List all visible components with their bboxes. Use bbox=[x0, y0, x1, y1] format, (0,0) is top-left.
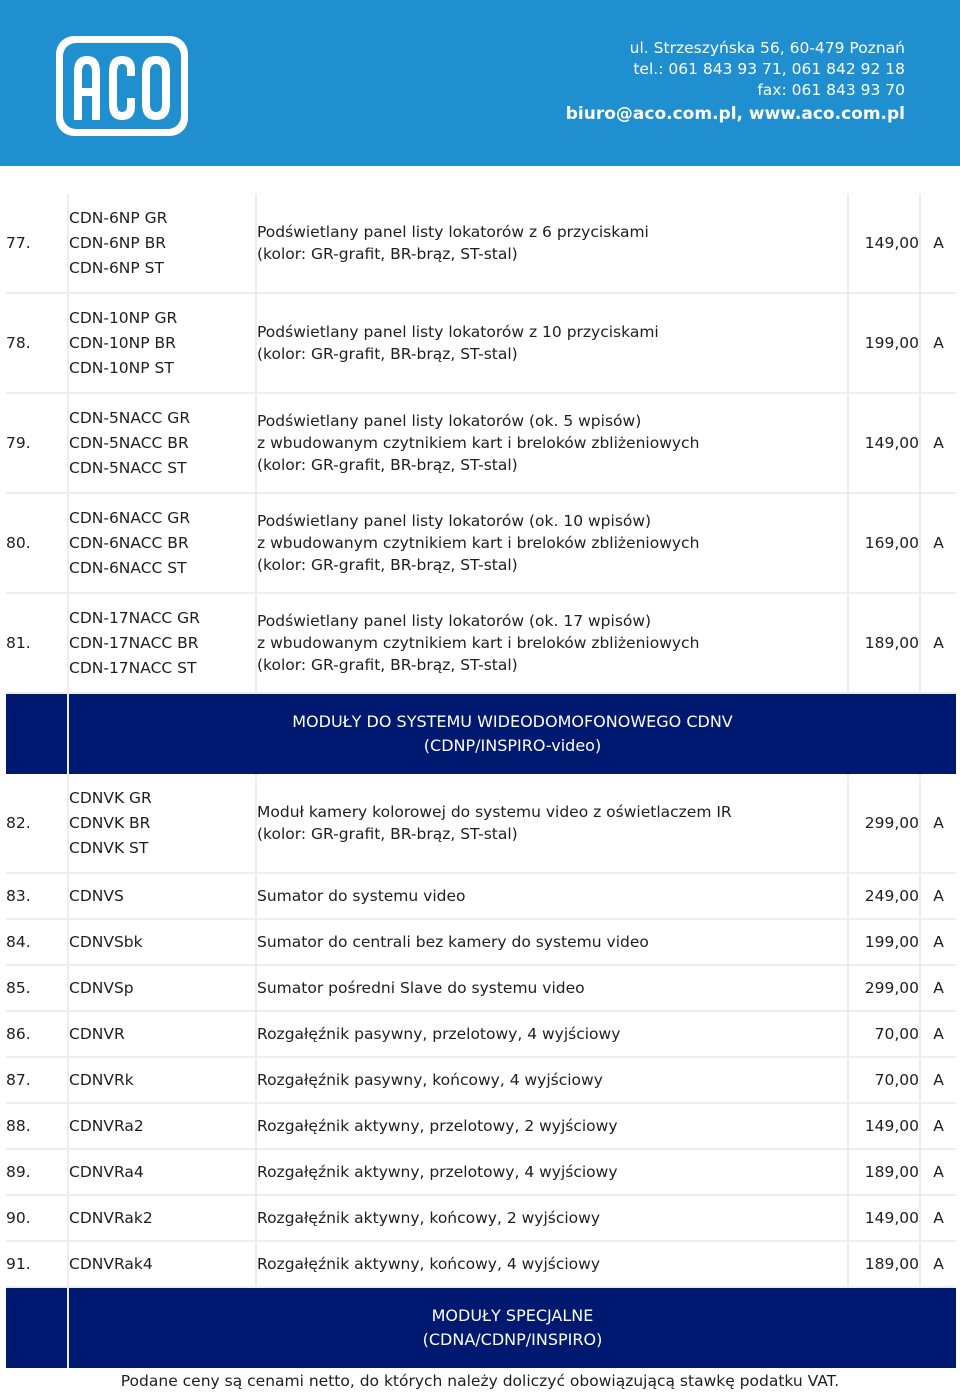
aco-logo bbox=[56, 36, 188, 136]
description-line: (kolor: GR-grafit, BR-brąz, ST-stal) bbox=[257, 345, 518, 363]
item-number: 87. bbox=[6, 1057, 68, 1103]
product-code: CDN-5NACC GR bbox=[69, 408, 191, 427]
description-line: Rozgałęźnik pasywny, przelotowy, 4 wyjściowy bbox=[257, 1025, 621, 1043]
product-code: CDN-5NACC ST bbox=[69, 458, 187, 477]
price: 199,00 bbox=[848, 293, 920, 393]
item-number: 83. bbox=[6, 873, 68, 919]
table-row bbox=[6, 593, 956, 693]
product-description bbox=[256, 1057, 848, 1103]
price-class: A bbox=[920, 1103, 956, 1149]
product-codes bbox=[68, 493, 256, 593]
address: ul. Strzeszyńska 56, 60-479 Poznań bbox=[629, 39, 905, 57]
price-class: A bbox=[920, 965, 956, 1011]
product-codes bbox=[68, 919, 256, 965]
price-class: A bbox=[920, 293, 956, 393]
table-row bbox=[6, 493, 956, 593]
description-line: Rozgałęźnik aktywny, przelotowy, 4 wyjściowy bbox=[257, 1163, 618, 1181]
product-code: CDNVRak2 bbox=[69, 1208, 153, 1227]
table-row bbox=[6, 774, 956, 873]
phone: tel.: 061 843 93 71, 061 842 92 18 bbox=[633, 60, 905, 78]
description-line: Rozgałęźnik aktywny, przelotowy, 2 wyjściowy bbox=[257, 1117, 618, 1135]
description-line: (kolor: GR-grafit, BR-brąz, ST-stal) bbox=[257, 456, 518, 474]
product-description bbox=[256, 1011, 848, 1057]
price: 299,00 bbox=[848, 965, 920, 1011]
price: 70,00 bbox=[848, 1057, 920, 1103]
product-code: CDN-17NACC ST bbox=[69, 658, 197, 677]
product-description bbox=[256, 1195, 848, 1241]
product-code: CDN-10NP BR bbox=[69, 333, 176, 352]
product-codes bbox=[68, 593, 256, 693]
product-description bbox=[256, 774, 848, 873]
description-line: Rozgałęźnik pasywny, końcowy, 4 wyjściowy bbox=[257, 1071, 603, 1089]
product-codes bbox=[68, 194, 256, 293]
table-row bbox=[6, 393, 956, 493]
price-class: A bbox=[920, 493, 956, 593]
price: 189,00 bbox=[848, 1149, 920, 1195]
product-code: CDN-6NP GR bbox=[69, 208, 168, 227]
product-code: CDN-6NP ST bbox=[69, 258, 164, 277]
item-number: 88. bbox=[6, 1103, 68, 1149]
section-subtitle: (CDNP/INSPIRO-video) bbox=[423, 736, 602, 755]
description-line: Podświetlany panel listy lokatorów z 10 przyciskami bbox=[257, 323, 659, 341]
price: 149,00 bbox=[848, 1195, 920, 1241]
product-code: CDNVRa2 bbox=[69, 1116, 144, 1135]
product-code: CDN-10NP GR bbox=[69, 308, 178, 327]
price: 189,00 bbox=[848, 1241, 920, 1287]
table-row bbox=[6, 194, 956, 293]
description-line: Rozgałęźnik aktywny, końcowy, 2 wyjściowy bbox=[257, 1209, 601, 1227]
item-number: 79. bbox=[6, 393, 68, 493]
product-codes bbox=[68, 965, 256, 1011]
product-code: CDN-17NACC GR bbox=[69, 608, 200, 627]
product-description bbox=[256, 1103, 848, 1149]
description-line: z wbudowanym czytnikiem kart i breloków zbliżeniowych bbox=[257, 434, 700, 452]
description-line: (kolor: GR-grafit, BR-brąz, ST-stal) bbox=[257, 245, 518, 263]
product-code: CDN-6NACC GR bbox=[69, 508, 191, 527]
product-code: CDN-5NACC BR bbox=[69, 433, 189, 452]
table-row bbox=[6, 1103, 956, 1149]
product-codes bbox=[68, 393, 256, 493]
section-title: MODUŁY SPECJALNE bbox=[431, 1306, 594, 1325]
description-line: (kolor: GR-grafit, BR-brąz, ST-stal) bbox=[257, 556, 518, 574]
table-row bbox=[6, 1011, 956, 1057]
product-description bbox=[256, 1241, 848, 1287]
product-description bbox=[256, 873, 848, 919]
product-codes bbox=[68, 873, 256, 919]
product-code: CDNVK BR bbox=[69, 813, 151, 832]
product-codes bbox=[68, 1195, 256, 1241]
page-header bbox=[0, 0, 960, 166]
item-number: 85. bbox=[6, 965, 68, 1011]
item-number: 90. bbox=[6, 1195, 68, 1241]
price-class: A bbox=[920, 1195, 956, 1241]
table-row bbox=[6, 1057, 956, 1103]
item-number: 91. bbox=[6, 1241, 68, 1287]
price: 189,00 bbox=[848, 593, 920, 693]
description-line: Podświetlany panel listy lokatorów (ok. 10 wpisów) bbox=[257, 512, 652, 530]
product-codes bbox=[68, 1057, 256, 1103]
price-class: A bbox=[920, 1011, 956, 1057]
price: 149,00 bbox=[848, 194, 920, 293]
description-line: Sumator do centrali bez kamery do systemu video bbox=[257, 933, 649, 951]
description-line: Sumator do systemu video bbox=[257, 887, 466, 905]
table-row bbox=[6, 965, 956, 1011]
table-row bbox=[6, 1149, 956, 1195]
product-code: CDN-10NP ST bbox=[69, 358, 174, 377]
price-class: A bbox=[920, 1057, 956, 1103]
vat-note: Podane ceny są cenami netto, do których należy doliczyć obowiązującą stawkę podatku VAT. bbox=[120, 1372, 840, 1390]
item-number: 86. bbox=[6, 1011, 68, 1057]
price-class: A bbox=[920, 873, 956, 919]
price: 199,00 bbox=[848, 919, 920, 965]
section-header-special bbox=[6, 1287, 956, 1368]
product-code: CDNVRa4 bbox=[69, 1162, 144, 1181]
fax: fax: 061 843 93 70 bbox=[757, 81, 905, 99]
price-class: A bbox=[920, 1149, 956, 1195]
price: 70,00 bbox=[848, 1011, 920, 1057]
item-number: 81. bbox=[6, 593, 68, 693]
product-code: CDNVK GR bbox=[69, 788, 152, 807]
product-description bbox=[256, 393, 848, 493]
price: 169,00 bbox=[848, 493, 920, 593]
product-code: CDNVK ST bbox=[69, 838, 149, 857]
description-line: z wbudowanym czytnikiem kart i breloków zbliżeniowych bbox=[257, 534, 700, 552]
product-description bbox=[256, 194, 848, 293]
table-row bbox=[6, 293, 956, 393]
item-number: 80. bbox=[6, 493, 68, 593]
product-code: CDN-6NP BR bbox=[69, 233, 167, 252]
item-number: 78. bbox=[6, 293, 68, 393]
product-code: CDNVSp bbox=[69, 978, 134, 997]
product-code: CDNVS bbox=[69, 886, 124, 905]
price-class: A bbox=[920, 593, 956, 693]
table-row bbox=[6, 919, 956, 965]
section-title: MODUŁY DO SYSTEMU WIDEODOMOFONOWEGO CDNV bbox=[292, 712, 733, 731]
product-code: CDNVRk bbox=[69, 1070, 134, 1089]
product-description bbox=[256, 965, 848, 1011]
price-class: A bbox=[920, 919, 956, 965]
description-line: Moduł kamery kolorowej do systemu video z oświetlaczem IR bbox=[257, 803, 732, 821]
item-number: 77. bbox=[6, 194, 68, 293]
product-codes bbox=[68, 1149, 256, 1195]
product-description bbox=[256, 593, 848, 693]
description-line: (kolor: GR-grafit, BR-brąz, ST-stal) bbox=[257, 825, 518, 843]
description-line: Podświetlany panel listy lokatorów (ok. 17 wpisów) bbox=[257, 612, 652, 630]
product-code: CDNVRak4 bbox=[69, 1254, 153, 1273]
product-code: CDNVR bbox=[69, 1024, 125, 1043]
price: 299,00 bbox=[848, 774, 920, 873]
contact-block bbox=[566, 38, 905, 127]
product-code: CDN-6NACC BR bbox=[69, 533, 189, 552]
description-line: Podświetlany panel listy lokatorów z 6 przyciskami bbox=[257, 223, 649, 241]
price: 149,00 bbox=[848, 393, 920, 493]
product-codes bbox=[68, 1103, 256, 1149]
price-class: A bbox=[920, 1241, 956, 1287]
price-class: A bbox=[920, 194, 956, 293]
description-line: z wbudowanym czytnikiem kart i breloków zbliżeniowych bbox=[257, 634, 700, 652]
table-row bbox=[6, 873, 956, 919]
product-description bbox=[256, 1149, 848, 1195]
email-website[interactable]: biuro@aco.com.pl, www.aco.com.pl bbox=[565, 104, 905, 124]
item-number: 84. bbox=[6, 919, 68, 965]
description-line: (kolor: GR-grafit, BR-brąz, ST-stal) bbox=[257, 656, 518, 674]
section-header-video bbox=[6, 693, 956, 774]
item-number: 89. bbox=[6, 1149, 68, 1195]
price-class: A bbox=[920, 393, 956, 493]
section-subtitle: (CDNA/CDNP/INSPIRO) bbox=[422, 1330, 603, 1349]
product-codes bbox=[68, 1241, 256, 1287]
product-description bbox=[256, 919, 848, 965]
description-line: Sumator pośredni Slave do systemu video bbox=[257, 979, 585, 997]
product-code: CDN-6NACC ST bbox=[69, 558, 187, 577]
product-code: CDNVSbk bbox=[69, 932, 143, 951]
price: 249,00 bbox=[848, 873, 920, 919]
product-codes bbox=[68, 293, 256, 393]
table-row bbox=[6, 1241, 956, 1287]
table-row bbox=[6, 1195, 956, 1241]
price-class: A bbox=[920, 774, 956, 873]
product-codes bbox=[68, 774, 256, 873]
product-description bbox=[256, 493, 848, 593]
description-line: Rozgałęźnik aktywny, końcowy, 4 wyjściowy bbox=[257, 1255, 601, 1273]
description-line: Podświetlany panel listy lokatorów (ok. 5 wpisów) bbox=[257, 412, 642, 430]
product-description bbox=[256, 293, 848, 393]
price-list-table bbox=[6, 194, 956, 1368]
product-codes bbox=[68, 1011, 256, 1057]
price: 149,00 bbox=[848, 1103, 920, 1149]
product-code: CDN-17NACC BR bbox=[69, 633, 199, 652]
item-number: 82. bbox=[6, 774, 68, 873]
